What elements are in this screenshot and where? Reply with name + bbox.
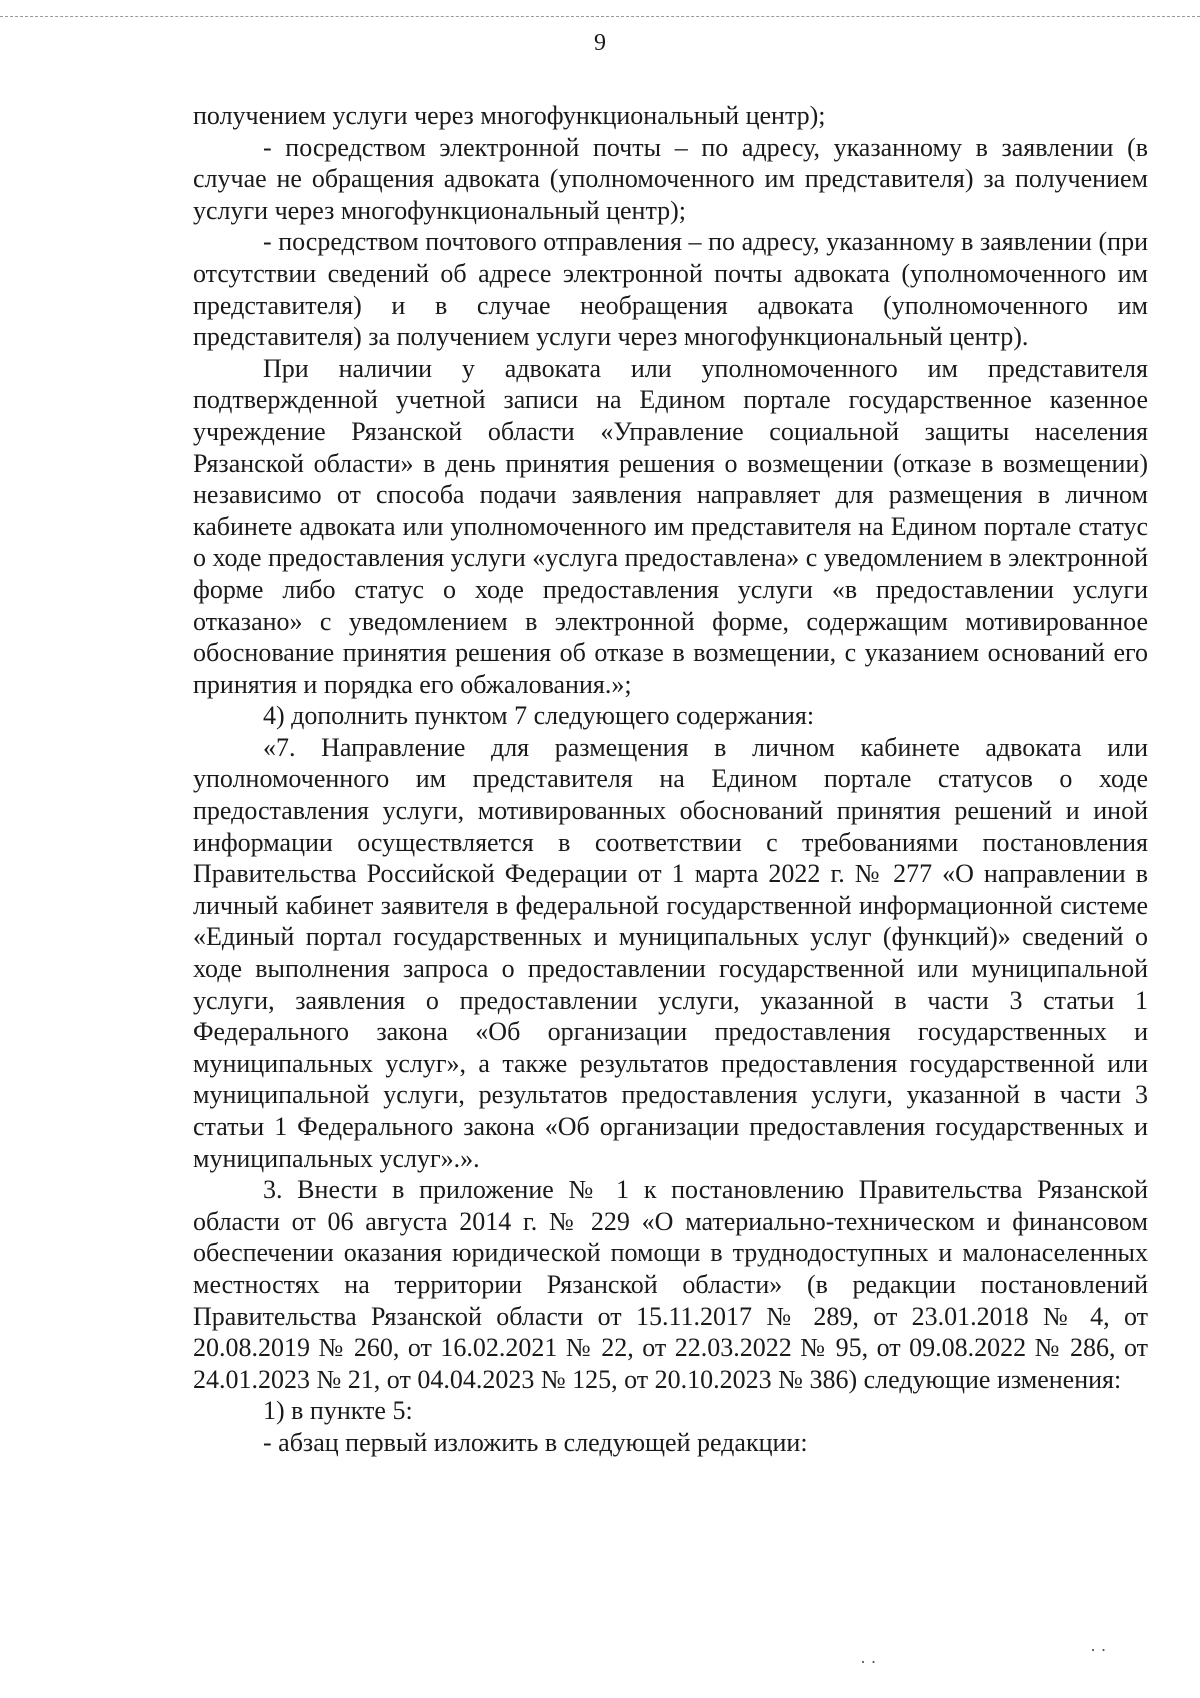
scan-top-edge-line: [0, 16, 1200, 17]
paragraph-8: 1) в пункте 5:: [263, 1396, 413, 1426]
paragraph-5: 4) дополнить пунктом 7 следующего содержания:: [263, 701, 815, 731]
paragraph-2: - посредством электронной почты – по адресу, указанному в заявлении (в случае не обращения адвоката (уполномоченного им представителя) за получением услуги через многофункциональный центр);: [193, 132, 1148, 225]
paragraph-4: При наличии у адвоката или уполномоченного им представителя подтвержденной учетной записи на Едином портале государственное казенное учреждение Рязанской области «Управление социальной защиты населения Рязанской области» в день принятия решения о возмещении (отказе в возмещении) независимо от способа подачи заявления направляет для размещения в личном кабинете адвоката или уполномоченного им представителя на Едином портале статус о ходе предоставления услуги «услуга предоставлена» с уведомлением в электронной форме либо статус о ходе предоставления услуги «в предоставлении услуги отказано» с уведомлением в электронной форме, содержащим мотивированное обоснование принятия решения об отказе в возмещении, с указанием оснований его принятия и порядка его обжалования.»;: [193, 353, 1148, 699]
paragraph-1: получением услуги через многофункциональный центр);: [193, 101, 826, 130]
scan-speck-mark: · ·: [860, 1652, 877, 1672]
paragraph-9: - абзац первый изложить в следующей редакции:: [263, 1427, 808, 1457]
scan-speck-mark: · ·: [1090, 1640, 1107, 1660]
document-body: [193, 100, 1148, 1459]
paragraph-7: 3. Внести в приложение № 1 к постановлению Правительства Рязанской области от 06 августа 2014 г. № 229 «О материально-техническом и финансовом обеспечении оказания юридической помощи в труднодоступных и малонаселенных местностях на территории Рязанской области» (в редакции постановлений Правительства Рязанской области от 15.11.2017 № 289, от 23.01.2018 № 4, от 20.08.2019 № 260, от 16.02.2021 № 22, от 22.03.2022 № 95, от 09.08.2022 № 286, от 24.01.2023 № 21, от 04.04.2023 № 125, от 20.10.2023 № 386) следующие изменения:: [193, 1175, 1148, 1394]
paragraph-6: «7. Направление для размещения в личном кабинете адвоката или уполномоченного им представителя на Едином портале статусов о ходе предоставления услуги, мотивированных обоснований принятия решений и иной информации осуществляется в соответствии с требованиями постановления Правительства Российской Федерации от 1 марта 2022 г. № 277 «О направлении в личный кабинет заявителя в федеральной государственной информационной системе «Единый портал государственных и муниципальных услуг (функций)» сведений о ходе выполнения запроса о предоставлении государственной или муниципальной услуги, заявления о предоставлении услуги, указанной в части 3 статьи 1 Федерального закона «Об организации предоставления государственных и муниципальных услуг», а также результатов предоставления государственной или муниципальной услуги, результатов предоставления услуги, указанной в части 3 статьи 1 Федерального закона «Об организации предоставления государственных и муниципальных услуг».».: [193, 732, 1148, 1173]
page-number: 9: [594, 30, 606, 56]
paragraph-3: - посредством почтового отправления – по адресу, указанному в заявлении (при отсутствии сведений об адресе электронной почты адвоката (уполномоченного им представителя) и в случае необращения адвоката (уполномоченного им представителя) за получением услуги через многофункциональный центр).: [193, 227, 1148, 352]
